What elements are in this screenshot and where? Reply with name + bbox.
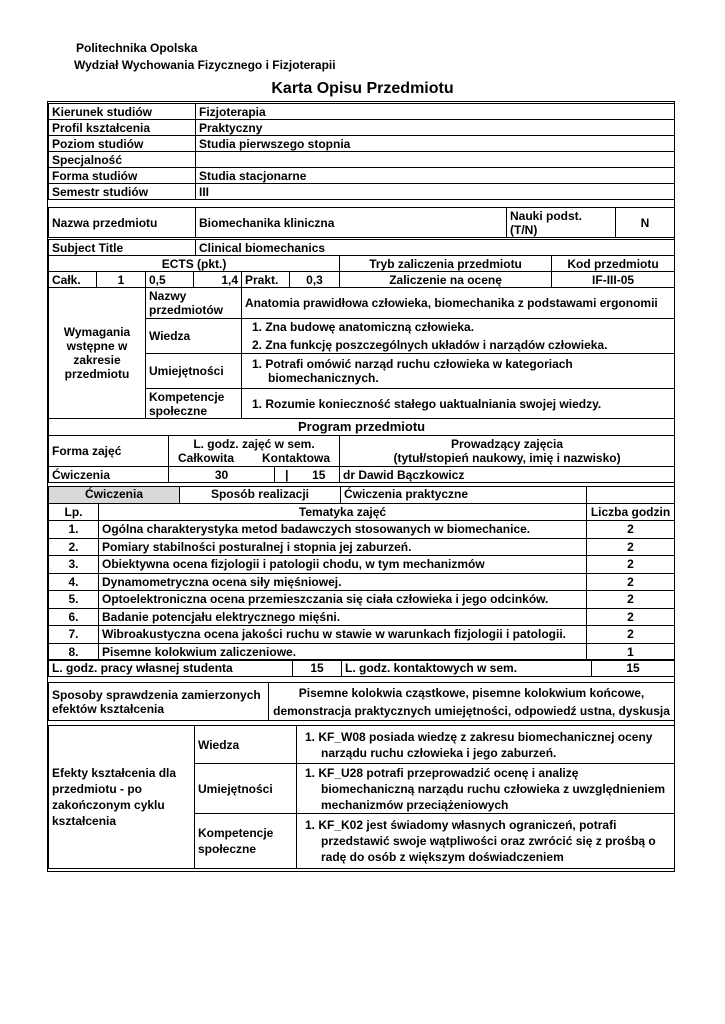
faculty-name: Wydział Wychowania Fizycznego i Fizjoterapii bbox=[74, 58, 336, 72]
topic-row bbox=[49, 643, 675, 661]
topic-text: Pomiary stabilności posturalnej i stopnia jej zaburzeń. bbox=[99, 538, 587, 556]
page-title: Karta Opisu Przedmiotu bbox=[271, 80, 454, 97]
prereq-knowledge-item: 1. Zna budowę anatomiczną człowieka. bbox=[252, 320, 475, 334]
assessment-mode: Zaliczenie na ocenę bbox=[340, 272, 552, 288]
topic-text: Pisemne kolokwium zaliczeniowe. bbox=[99, 643, 587, 661]
prereq-skills: 1. Potrafi omówić narząd ruchu człowieka w kategoriach biomechanicznych. bbox=[252, 357, 573, 385]
verification-methods: Pisemne kolokwia cząstkowe, pisemne kolokwium końcowe, demonstracja praktycznych umiejętności, odpowiedź ustna, dyskusja bbox=[269, 683, 675, 721]
program-form: Ćwiczenia bbox=[49, 467, 169, 483]
basic-sciences-value: N bbox=[616, 208, 675, 238]
program-hours-contact: 15 bbox=[299, 467, 340, 483]
info-row bbox=[49, 184, 675, 200]
topic-lp: 4. bbox=[49, 573, 99, 591]
topic-row bbox=[49, 626, 675, 644]
topic-hours: 1 bbox=[587, 643, 675, 661]
info-label: Specjalność bbox=[49, 152, 196, 168]
teacher-label: Prowadzący zajęcia bbox=[451, 437, 564, 451]
subject-title: Clinical biomechanics bbox=[196, 240, 675, 256]
info-label: Forma studiów bbox=[49, 168, 196, 184]
course-code-header: Kod przedmiotu bbox=[552, 256, 675, 272]
topic-text: Ogólna charakterystyka metod badawczych stosowanych w biomechanice. bbox=[99, 521, 587, 539]
course-name-table bbox=[48, 207, 675, 238]
prereq-social-label: Kompetencje społeczne bbox=[146, 389, 242, 419]
topic-header: Tematyka zajęć bbox=[99, 504, 587, 521]
outcomes-social: 1. KF_K02 jest świadomy własnych ograniczeń, potrafi przedstawić swoje wątpliwości oraz zwrócić się z prośbą o radę do osób z większym doświadczeniem bbox=[305, 818, 656, 864]
prereq-subjects-label: Nazwy przedmiotów bbox=[146, 288, 242, 319]
program-title: Program przedmiotu bbox=[49, 419, 675, 436]
info-row bbox=[49, 120, 675, 136]
verification-table bbox=[48, 682, 675, 721]
topic-text: Dynamometryczna ocena siły mięśniowej. bbox=[99, 573, 587, 591]
topic-text: Optoelektroniczna ocena przemieszczania się ciała człowieka i jego odcinków. bbox=[99, 591, 587, 609]
outcomes-knowledge-label: Wiedza bbox=[195, 726, 297, 764]
outcomes-label: Efekty kształcenia dla przedmiotu - po zakończonym cyklu kształcenia bbox=[49, 726, 195, 869]
prereq-subjects: Anatomia prawidłowa człowieka, biomechanika z podstawami ergonomii bbox=[242, 288, 675, 319]
info-label: Semestr studiów bbox=[49, 184, 196, 200]
prerequisites-table bbox=[48, 287, 675, 419]
program-separator: | bbox=[275, 467, 299, 483]
topic-hours: 2 bbox=[587, 521, 675, 539]
topic-row bbox=[49, 608, 675, 626]
workload-table bbox=[48, 659, 675, 677]
outcomes-skills-label: Umiejętności bbox=[195, 764, 297, 814]
self-study-label: L. godz. pracy własnej studenta bbox=[49, 660, 293, 677]
contact-hours-label: L. godz. kontaktowych w sem. bbox=[342, 660, 592, 677]
topic-row bbox=[49, 573, 675, 591]
course-name: Biomechanika kliniczna bbox=[196, 208, 507, 238]
topic-hours: 2 bbox=[587, 573, 675, 591]
topics-form: Ćwiczenia bbox=[49, 487, 180, 503]
prereq-skills-label: Umiejętności bbox=[146, 354, 242, 389]
program-table bbox=[48, 418, 675, 483]
assessment-mode-header: Tryb zaliczenia przedmiotu bbox=[340, 256, 552, 272]
course-code: IF-III-05 bbox=[552, 272, 675, 288]
teacher-name: dr Dawid Bączkowicz bbox=[340, 467, 675, 483]
method-value: Ćwiczenia praktyczne bbox=[344, 487, 469, 501]
prereq-knowledge-label: Wiedza bbox=[146, 319, 242, 354]
topic-lp: 7. bbox=[49, 626, 99, 644]
outcomes-table bbox=[48, 725, 675, 869]
topics-table bbox=[48, 486, 675, 661]
info-label: Kierunek studiów bbox=[49, 104, 196, 120]
info-value: Fizjoterapia bbox=[196, 104, 675, 120]
lp-header: Lp. bbox=[49, 504, 99, 521]
info-value: Praktyczny bbox=[196, 120, 675, 136]
info-row bbox=[49, 168, 675, 184]
topic-text: Obiektywna ocena fizjologii i patologii chodu, w tym mechanizmów bbox=[99, 556, 587, 574]
topic-hours: 2 bbox=[587, 591, 675, 609]
info-row bbox=[49, 104, 675, 120]
info-value: Studia pierwszego stopnia bbox=[196, 136, 675, 152]
info-label: Profil kształcenia bbox=[49, 120, 196, 136]
ects-practical-label: Prakt. bbox=[242, 272, 290, 288]
topic-lp: 6. bbox=[49, 608, 99, 626]
info-label: Poziom studiów bbox=[49, 136, 196, 152]
self-study-hours: 15 bbox=[293, 660, 342, 677]
topic-text: Wibroakustyczna ocena jakości ruchu w stawie w warunkach fizjologii i patologii. bbox=[99, 626, 587, 644]
subject-title-table bbox=[48, 239, 675, 256]
outcomes-knowledge: 1. KF_W08 posiada wiedzę z zakresu biomechanicznej oceny narządu ruchu człowieka i jego zaburzeń. bbox=[305, 729, 653, 760]
topic-row bbox=[49, 521, 675, 539]
topic-text: Badanie potencjału elektrycznego mięśni. bbox=[99, 608, 587, 626]
ects-table bbox=[48, 255, 675, 288]
contact-hours: 15 bbox=[592, 660, 675, 677]
ects-practical: 0,3 bbox=[290, 272, 340, 288]
outcomes-skills: 1. KF_U28 potrafi przeprowadzić ocenę i analizę biomechaniczną narządu ruchu człowieka z uwzględnieniem mechanizmów przeciążeniowych bbox=[305, 765, 666, 812]
ects-value-2: 1,4 bbox=[194, 272, 242, 288]
topic-lp: 5. bbox=[49, 591, 99, 609]
basic-sciences-label: Nauki podst. (T/N) bbox=[507, 208, 616, 238]
program-hours-total: 30 bbox=[169, 467, 275, 483]
info-row bbox=[49, 136, 675, 152]
topic-lp: 2. bbox=[49, 538, 99, 556]
course-name-label: Nazwa przedmiotu bbox=[49, 208, 196, 238]
topic-hours: 2 bbox=[587, 556, 675, 574]
topic-row bbox=[49, 556, 675, 574]
topic-hours: 2 bbox=[587, 608, 675, 626]
verification-label: Sposoby sprawdzenia zamierzonych efektów kształcenia bbox=[49, 683, 269, 721]
ects-total: 1 bbox=[97, 272, 146, 288]
info-value bbox=[196, 152, 675, 168]
ects-total-label: Całk. bbox=[49, 272, 97, 288]
method-label: Sposób realizacji bbox=[180, 487, 341, 503]
topic-lp: 3. bbox=[49, 556, 99, 574]
topic-row bbox=[49, 591, 675, 609]
topic-lp: 1. bbox=[49, 521, 99, 539]
topic-lp: 8. bbox=[49, 643, 99, 661]
topic-hours: 2 bbox=[587, 626, 675, 644]
form-label: Forma zajęć bbox=[49, 436, 169, 467]
prereq-knowledge-item: 2. Zna funkcję poszczególnych układów i narządów człowieka. bbox=[252, 338, 608, 352]
outcomes-social-label: Kompetencje społeczne bbox=[195, 814, 297, 869]
hours-header: Liczba godzin bbox=[587, 504, 675, 521]
topic-hours: 2 bbox=[587, 538, 675, 556]
ects-value-1: 0,5 bbox=[146, 272, 194, 288]
info-value: III bbox=[196, 184, 675, 200]
university-name: Politechnika Opolska bbox=[76, 41, 198, 55]
hours-total-label: Całkowita bbox=[178, 451, 235, 465]
teacher-sublabel: (tytuł/stopień naukowy, imię i nazwisko) bbox=[393, 451, 621, 465]
ects-header: ECTS (pkt.) bbox=[49, 256, 340, 272]
study-info-table bbox=[48, 103, 675, 200]
subject-title-label: Subject Title bbox=[49, 240, 196, 256]
info-value: Studia stacjonarne bbox=[196, 168, 675, 184]
prereq-social: 1. Rozumie konieczność stałego uaktualniania swojej wiedzy. bbox=[252, 396, 602, 411]
topic-row bbox=[49, 538, 675, 556]
prerequisites-label: Wymagania wstępne w zakresie przedmiotu bbox=[49, 288, 146, 419]
hours-contact-label: Kontaktowa bbox=[261, 451, 330, 465]
info-row bbox=[49, 152, 675, 168]
hours-label: L. godz. zajęć w sem. bbox=[193, 437, 315, 451]
